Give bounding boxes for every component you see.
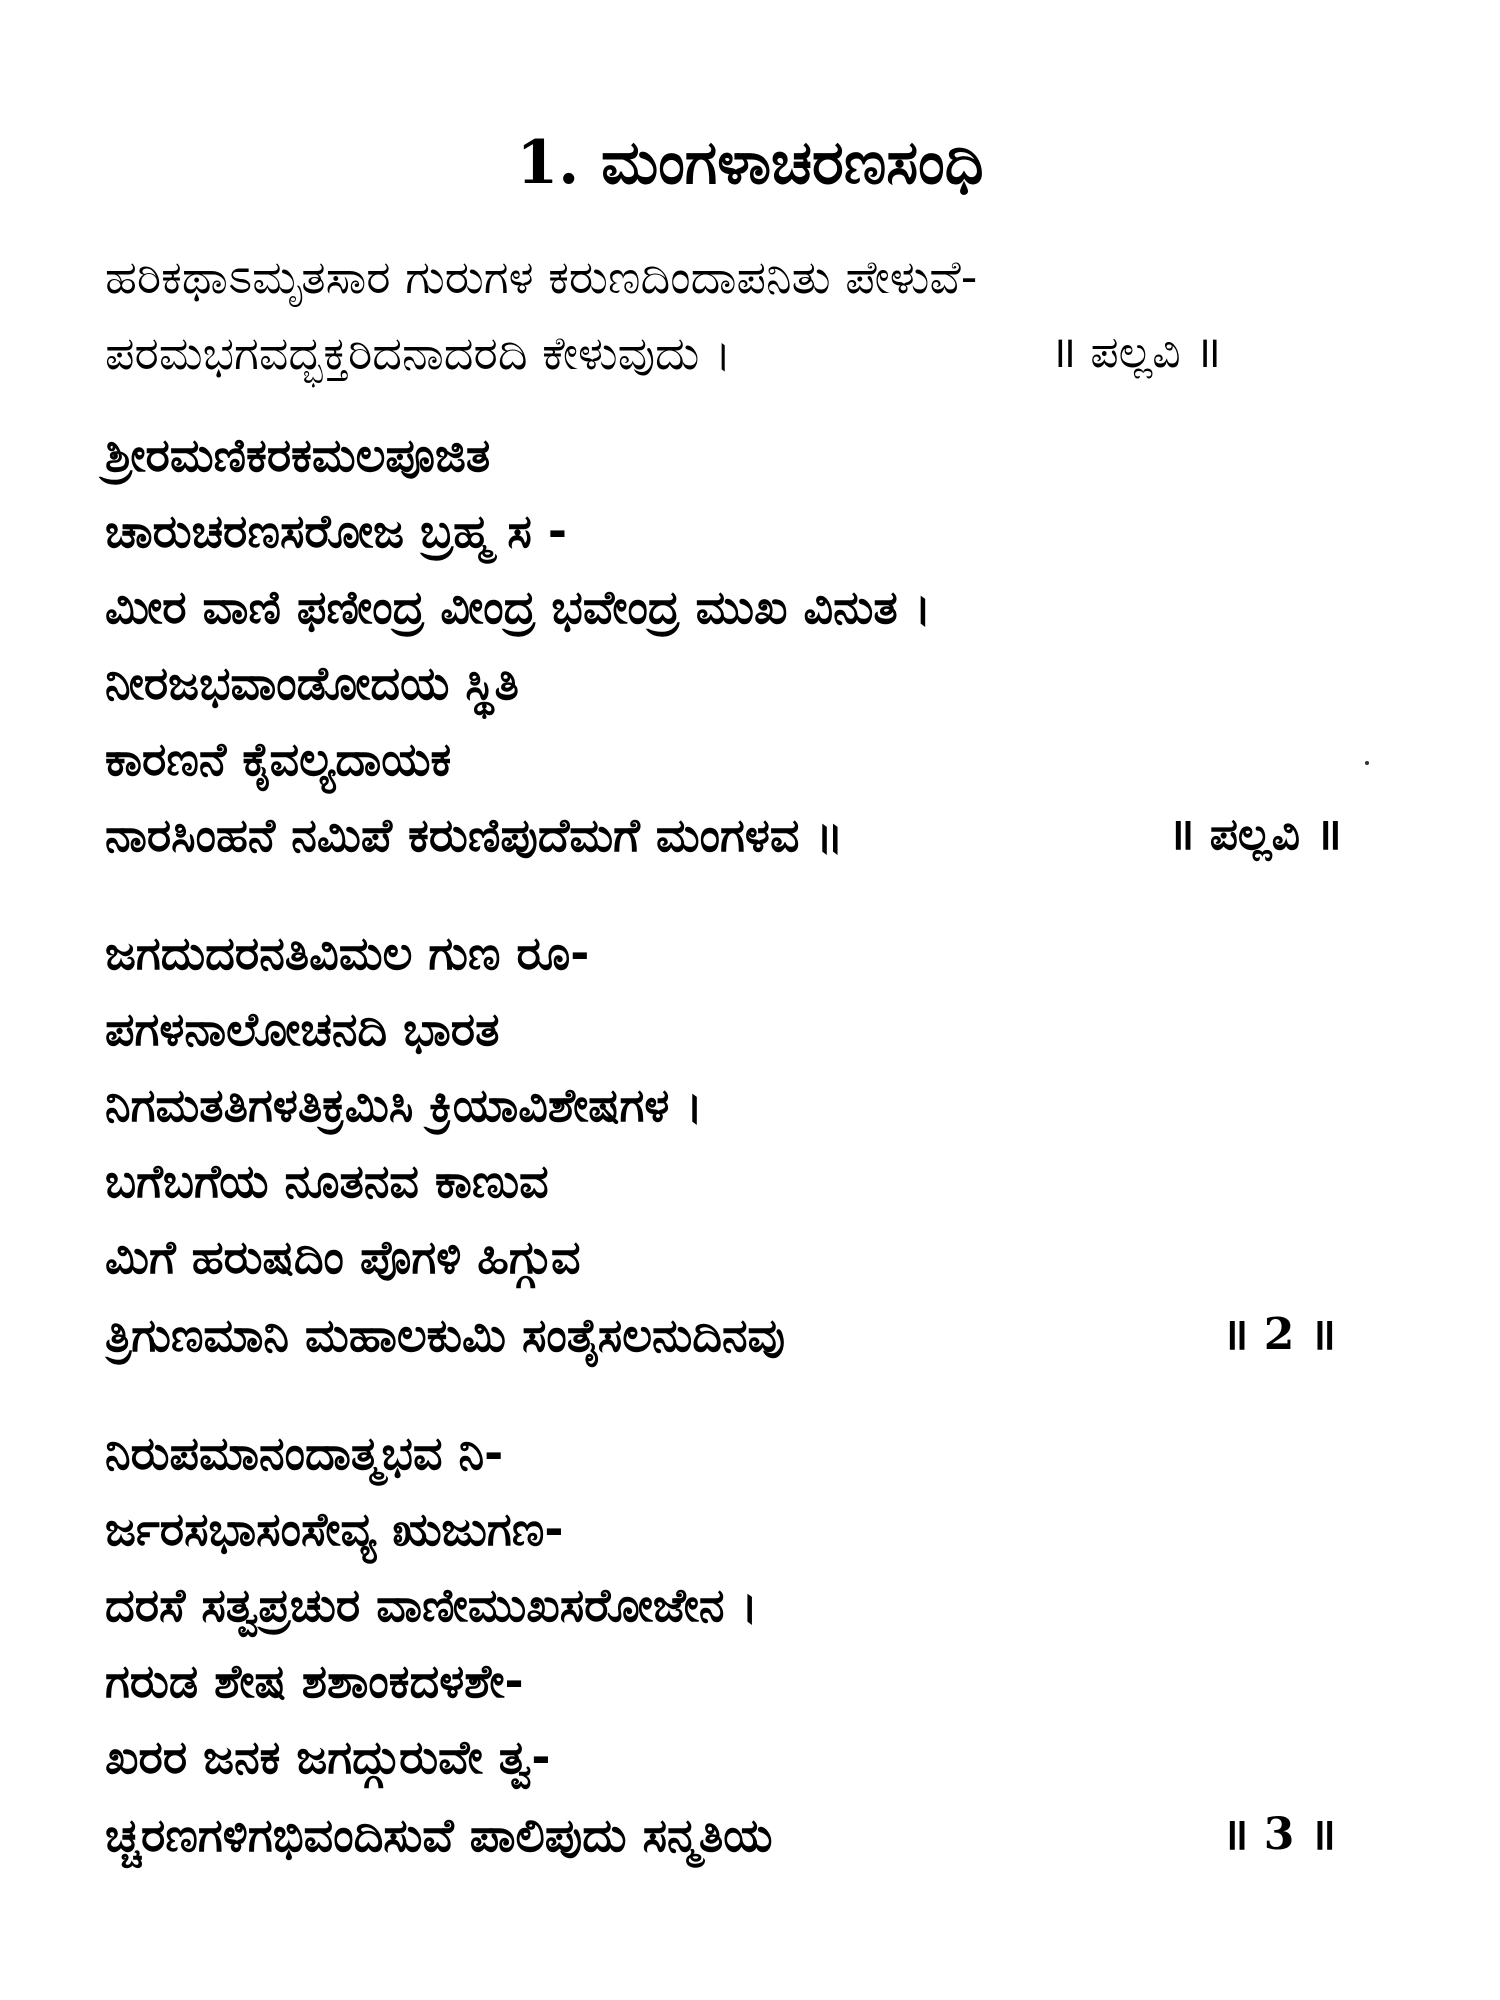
section-title: ಮಂಗಳಾಚರಣಸಂಧಿ xyxy=(601,128,984,198)
stanza3-line-4: ಗರುಡ ಶೇಷ ಶಶಾಂಕದಳಶೇ- xyxy=(105,1654,524,1708)
stanza1-line-6: ನಾರಸಿಂಹನೆ ನಮಿಪೆ ಕರುಣಿಪುದೆಮಗೆ ಮಂಗಳವ ॥ xyxy=(105,808,844,862)
stanza2-line-5: ಮಿಗೆ ಹರುಷದಿಂ ಪೊಗಳಿ ಹಿಗ್ಗುವ xyxy=(105,1230,581,1284)
stanza2-marker: ॥ 2 ॥ xyxy=(1222,1309,1336,1360)
print-speck xyxy=(1365,761,1369,765)
stanza2-line-1: ಜಗದುದರನತಿವಿಮಲ ಗುಣ ರೂ- xyxy=(105,926,590,980)
stanza1-line-4: ನೀರಜಭವಾಂಡೋದಯ ಸ್ಥಿತಿ xyxy=(105,656,519,710)
stanza3-line-5: ಖರರ ಜನಕ ಜಗದ್ಗುರುವೇ ತ್ವ- xyxy=(105,1730,551,1784)
stanza1-marker: ॥ ಪಲ್ಲವಿ ॥ xyxy=(1168,809,1342,860)
pallavi-marker: ॥ ಪಲ್ಲವಿ ॥ xyxy=(1050,327,1222,378)
stanza3-line-1: ನಿರುಪಮಾನಂದಾತ್ಮಭವ ನಿ- xyxy=(105,1426,504,1480)
stanza2-line-2: ಪಗಳನಾಲೋಚನದಿ ಭಾರತ xyxy=(105,1002,500,1056)
page-title xyxy=(0,118,1500,208)
stanza3-line-6: ಚ್ಚರಣಗಳಿಗಭಿವಂದಿಸುವೆ ಪಾಲಿಪುದು ಸನ್ಮತಿಯ xyxy=(105,1808,773,1862)
section-number: 1. xyxy=(516,128,580,198)
pallavi-line-2: ಪರಮಭಗವದ್ಭಕ್ತರಿದನಾದರದಿ ಕೇಳುವುದು । xyxy=(105,326,732,380)
stanza2-line-4: ಬಗೆಬಗೆಯ ನೂತನವ ಕಾಣುವ xyxy=(105,1154,549,1208)
stanza2-line-3: ನಿಗಮತತಿಗಳತಿಕ್ರಮಿಸಿ ಕ್ರಿಯಾವಿಶೇಷಗಳ । xyxy=(105,1078,703,1132)
stanza1-line-2: ಚಾರುಚರಣಸರೋಜ ಬ್ರಹ್ಮ ಸ - xyxy=(105,504,567,558)
pallavi-line-1: ಹರಿಕಥಾಽಮೃತಸಾರ ಗುರುಗಳ ಕರುಣದಿಂದಾಪನಿತು ಪೇಳುವೆ- xyxy=(105,250,978,304)
stanza1-line-3: ಮೀರ ವಾಣಿ ಫಣೀಂದ್ರ ವೀಂದ್ರ ಭವೇಂದ್ರ ಮುಖ ವಿನುತ । xyxy=(105,580,932,634)
stanza1-line-5: ಕಾರಣನೆ ಕೈವಲ್ಯದಾಯಕ xyxy=(105,732,452,786)
stanza2-line-6: ತ್ರಿಗುಣಮಾನಿ ಮಹಾಲಕುಮಿ ಸಂತೈಸಲನುದಿನವು xyxy=(105,1308,786,1362)
stanza3-line-3: ದರಸೆ ಸತ್ವಪ್ರಚುರ ವಾಣೀಮುಖಸರೋಜೇನ । xyxy=(105,1578,758,1632)
stanza3-marker: ॥ 3 ॥ xyxy=(1222,1809,1336,1860)
stanza1-line-1: ಶ್ರೀರಮಣಿಕರಕಮಲಪೂಜಿತ xyxy=(105,428,491,482)
stanza3-line-2: ರ್ಜರಸಭಾಸಂಸೇವ್ಯ ಋಜುಗಣ- xyxy=(105,1502,564,1556)
